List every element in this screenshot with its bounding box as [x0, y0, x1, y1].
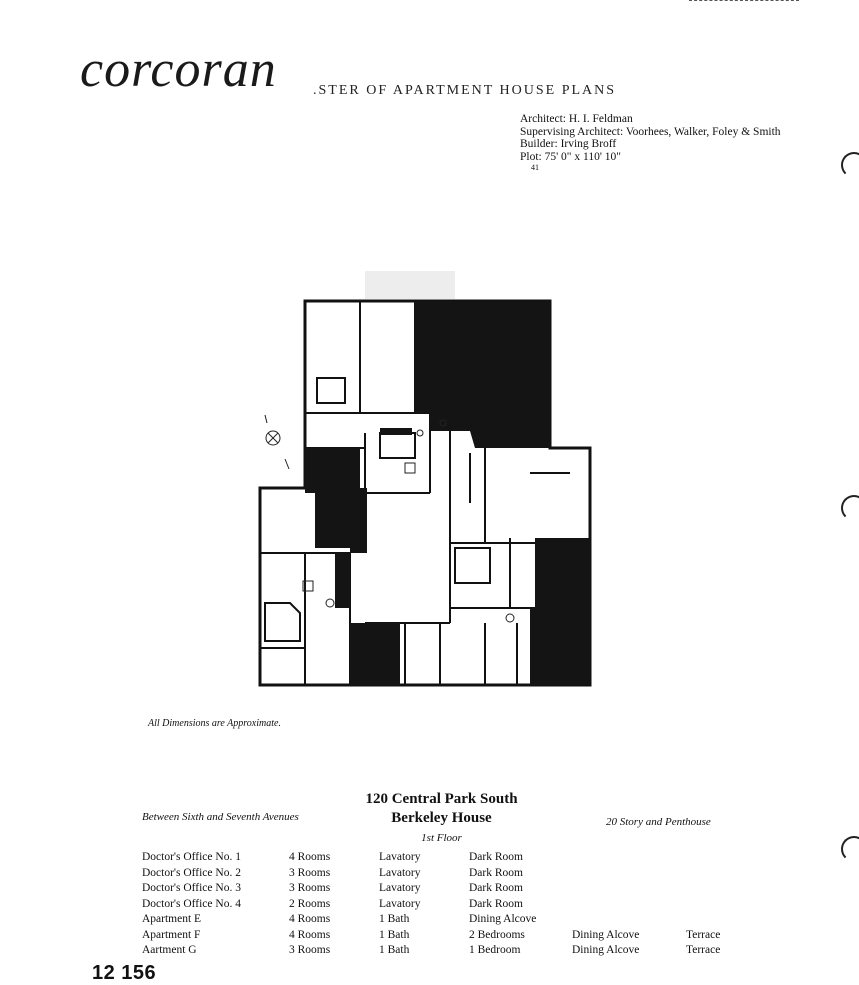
unit-name: Apartment E [142, 913, 202, 925]
unit-rooms: 4 Rooms [289, 851, 331, 863]
unit-row [142, 944, 762, 960]
unit-feature: 1 Bath [379, 928, 410, 941]
unit-rooms: 4 Rooms [289, 913, 331, 925]
folio-number: 12 156 [92, 962, 157, 984]
floor-label: 1st Floor [421, 832, 462, 844]
building-stories: 20 Story and Penthouse [606, 816, 711, 828]
unit-feature: Lavatory [379, 866, 421, 879]
unit-feature: 2 Bedrooms [469, 928, 525, 941]
unit-row [142, 929, 762, 945]
unit-name: Apartment F [142, 928, 201, 941]
supervising-architect-line: Supervising Architect: Voorhees, Walker, Foley & Smith [520, 125, 781, 138]
unit-name: Aartment G [142, 944, 197, 956]
building-name: Berkeley House [391, 810, 492, 826]
unit-name: Doctor's Office No. 3 [142, 882, 241, 894]
binder-hole [841, 152, 859, 178]
brand-logo: corcoran [80, 41, 277, 98]
building-address: 120 Central Park South [365, 791, 518, 807]
unit-rooms: 3 Rooms [289, 944, 331, 956]
unit-row [142, 882, 762, 898]
builder-line: Builder: Irving Broff [520, 138, 617, 150]
page-mark: 41 [531, 163, 539, 172]
unit-rooms: 3 Rooms [289, 866, 331, 879]
units-table [142, 851, 762, 960]
document-subtitle: .STER OF APARTMENT HOUSE PLANS [313, 83, 617, 98]
unit-feature: Dining Alcove [572, 944, 640, 956]
binder-hole [841, 836, 859, 862]
unit-name: Doctor's Office No. 1 [142, 851, 241, 863]
unit-feature: Dining Alcove [469, 913, 537, 925]
plot-line: Plot: 75' 0" x 110' 10" [520, 150, 621, 163]
unit-feature: Dark Room [469, 897, 523, 910]
unit-rooms: 3 Rooms [289, 882, 331, 894]
building-location: Between Sixth and Seventh Avenues [142, 811, 299, 823]
unit-feature: Terrace [686, 944, 721, 956]
unit-feature: Lavatory [379, 851, 421, 863]
scan-edge-mark [689, 0, 799, 4]
unit-name: Doctor's Office No. 2 [142, 866, 241, 879]
unit-feature: Dark Room [469, 851, 523, 863]
floor-plan [255, 263, 595, 693]
unit-row [142, 867, 762, 883]
unit-feature: Lavatory [379, 882, 421, 894]
unit-feature: Lavatory [379, 897, 421, 910]
unit-row [142, 851, 762, 867]
unit-name: Doctor's Office No. 4 [142, 897, 241, 910]
architect-line: Architect: H. I. Feldman [520, 113, 633, 125]
unit-rooms: 2 Rooms [289, 897, 331, 910]
unit-feature: 1 Bath [379, 913, 410, 925]
credits-block [520, 113, 781, 163]
unit-feature: Terrace [686, 928, 721, 941]
unit-row [142, 898, 762, 914]
floor-plan-drawing [255, 263, 595, 693]
binder-hole [841, 495, 859, 521]
unit-feature: Dark Room [469, 882, 523, 894]
unit-row [142, 913, 762, 929]
unit-feature: 1 Bath [379, 944, 410, 956]
dimensions-disclaimer: All Dimensions are Approximate. [148, 718, 281, 729]
unit-feature: 1 Bedroom [469, 944, 521, 956]
unit-feature: Dining Alcove [572, 928, 640, 941]
unit-rooms: 4 Rooms [289, 928, 331, 941]
unit-feature: Dark Room [469, 866, 523, 879]
